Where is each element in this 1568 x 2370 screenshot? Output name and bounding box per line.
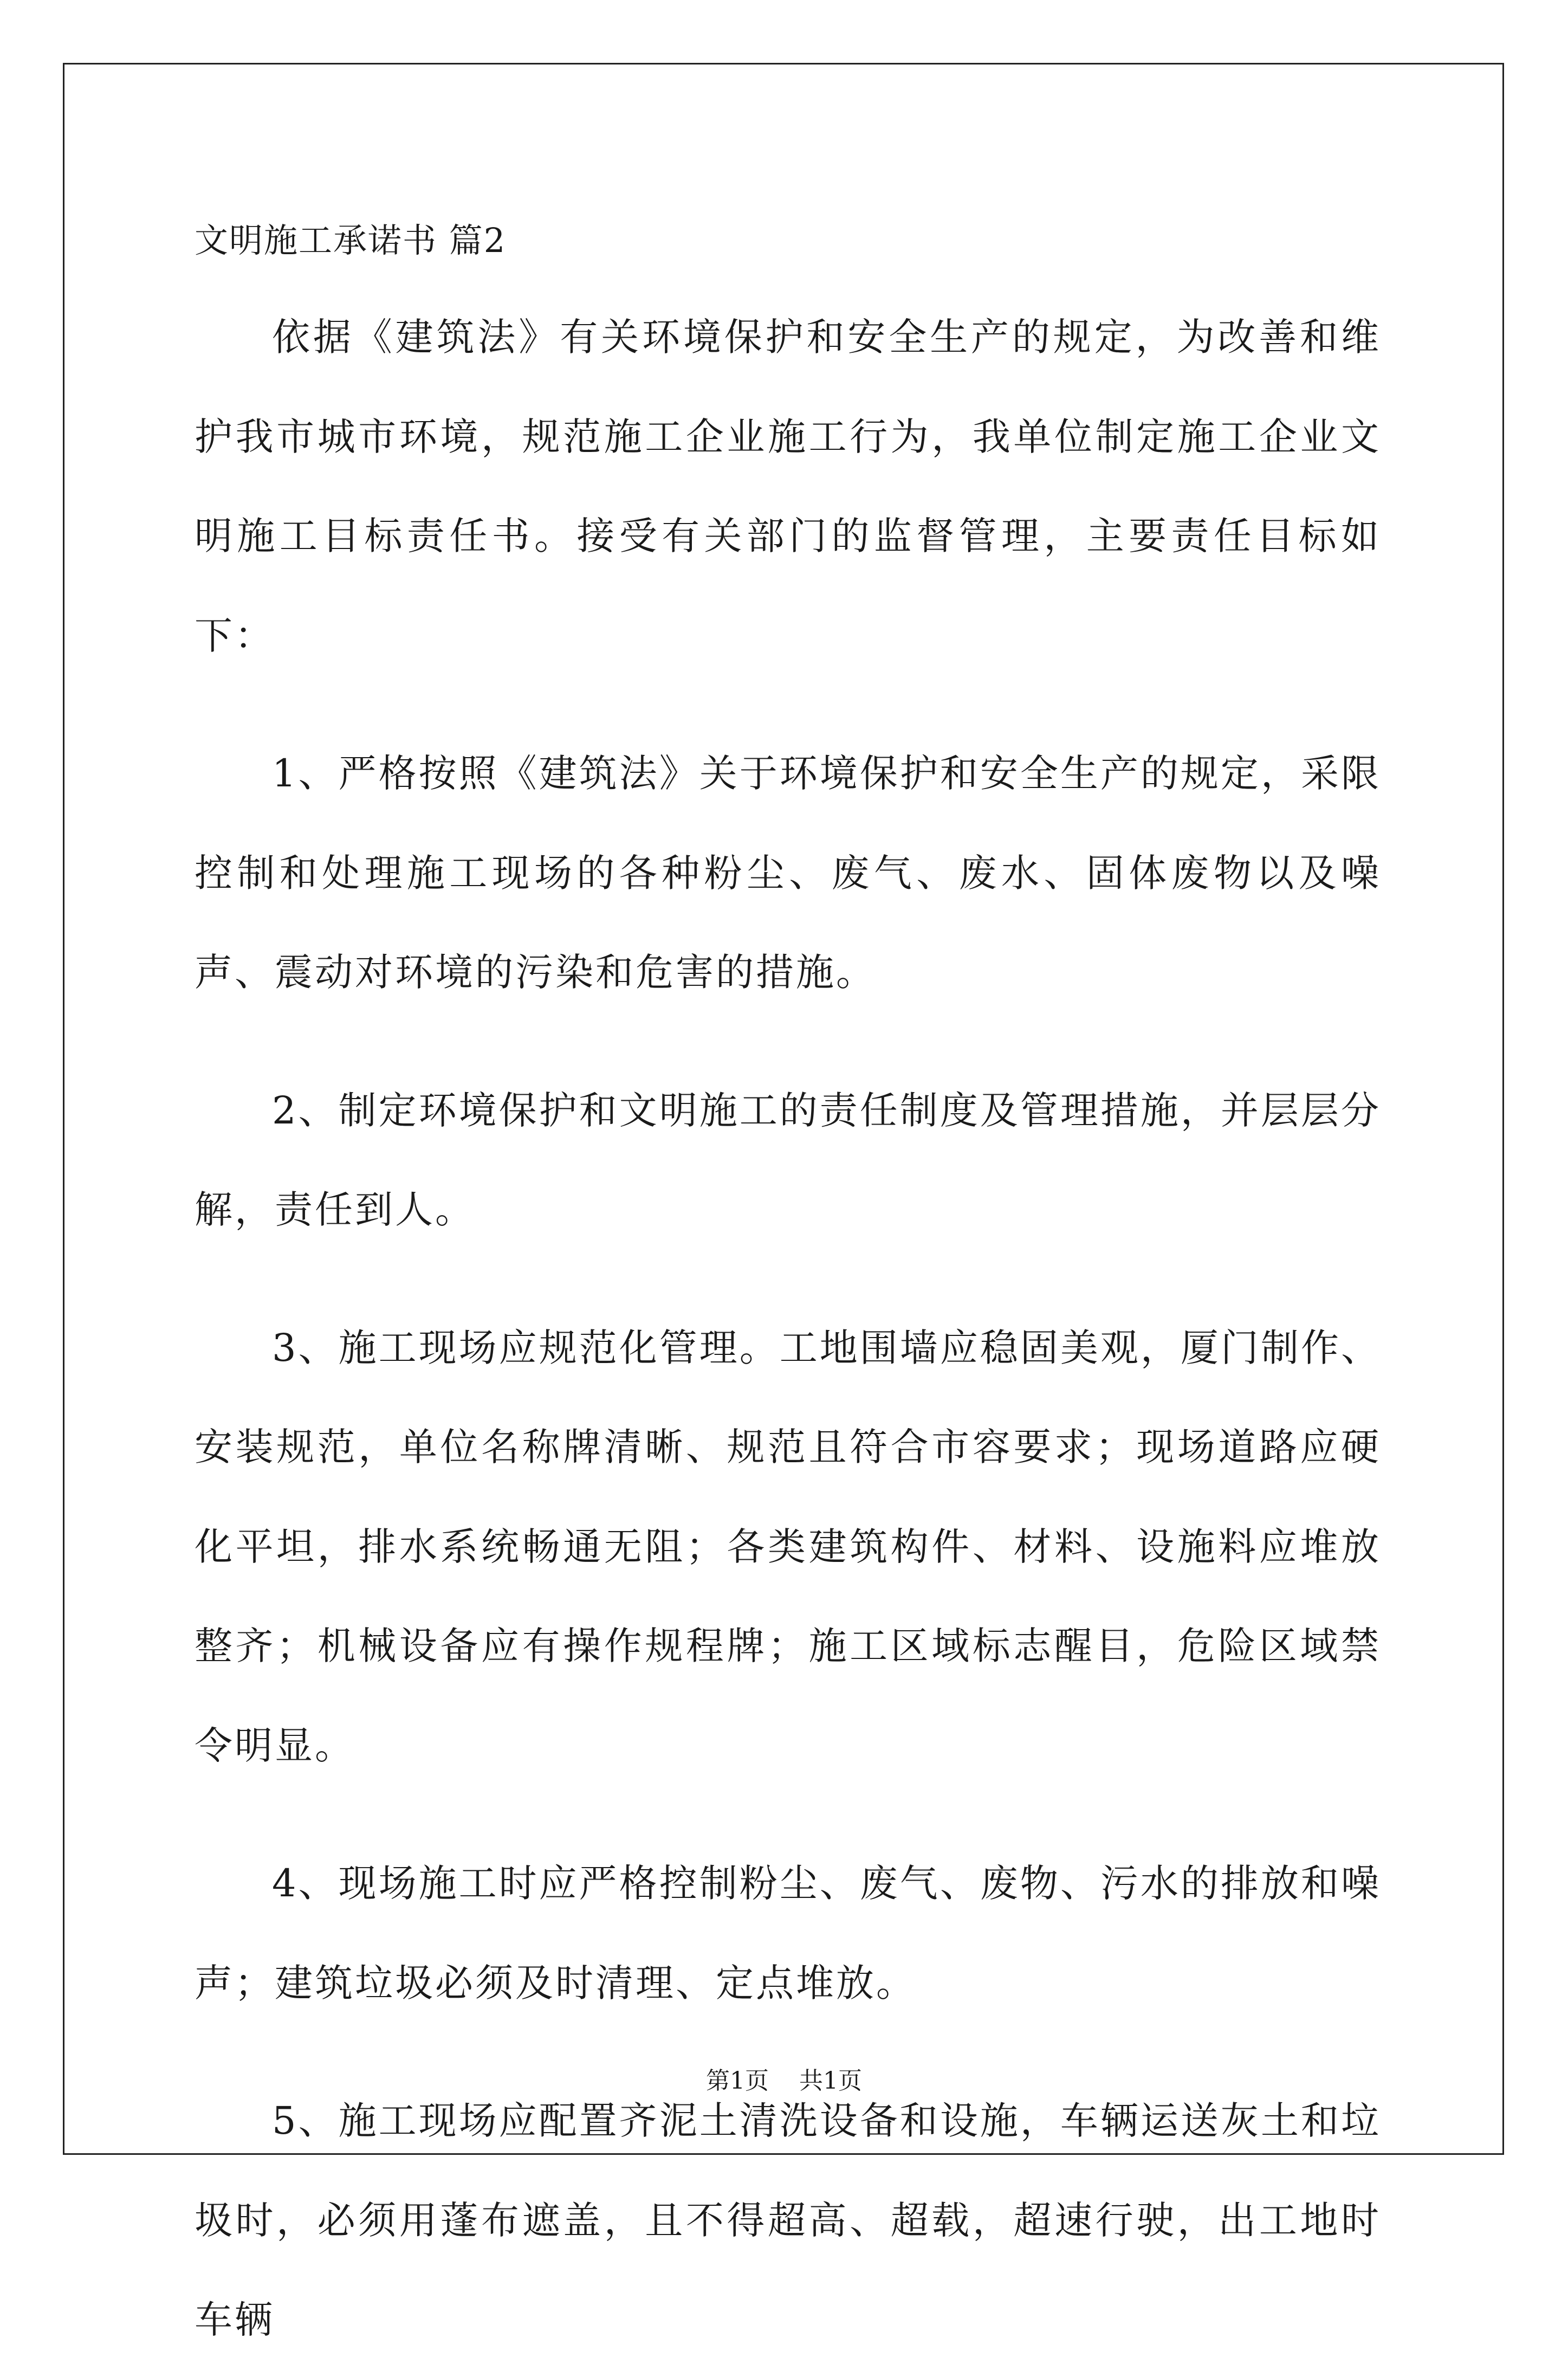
paragraph-item-4: 4、现场施工时应严格控制粉尘、废气、废物、污水的排放和噪声；建筑垃圾必须及时清理、定点堆放。 <box>195 1861 1381 2005</box>
document-title: 文明施工承诺书 篇2 <box>195 221 507 260</box>
paragraph-intro: 依据《建筑法》有关环境保护和安全生产的规定，为改善和维护我市城市环境，规范施工企业施工行为，我单位制定施工企业文明施工目标责任书。接受有关部门的监督管理，主要责任目标如下： <box>195 315 1381 658</box>
paragraph-item-2: 2、制定环境保护和文明施工的责任制度及管理措施，并层层分解，责任到人。 <box>195 1088 1381 1232</box>
paragraph-item-3: 3、施工现场应规范化管理。工地围墙应稳固美观，厦门制作、安装规范，单位名称牌清晰、规范且符合市容要求；现场道路应硬化平坦，排水系统畅通无阻；各类建筑构件、材料、设施料应堆放整齐；机械设备应有操作规程牌；施工区域标志醒目，危险区域禁令明显。 <box>195 1325 1381 1768</box>
page-footer <box>0 2065 1568 2097</box>
page-total: 共1页 <box>799 2067 862 2095</box>
paragraph-item-1: 1、严格按照《建筑法》关于环境保护和安全生产的规定，采限控制和处理施工现场的各种粉尘、废气、废水、固体废物以及噪声、震动对环境的污染和危害的措施。 <box>195 751 1381 995</box>
paragraph-item-5: 5、施工现场应配置齐泥土清洗设备和设施，车辆运送灰土和垃圾时，必须用蓬布遮盖，且不得超高、超载，超速行驶，出工地时车辆 <box>195 2098 1381 2342</box>
page-number: 第1页 <box>706 2067 769 2095</box>
document-body <box>195 211 1381 2370</box>
